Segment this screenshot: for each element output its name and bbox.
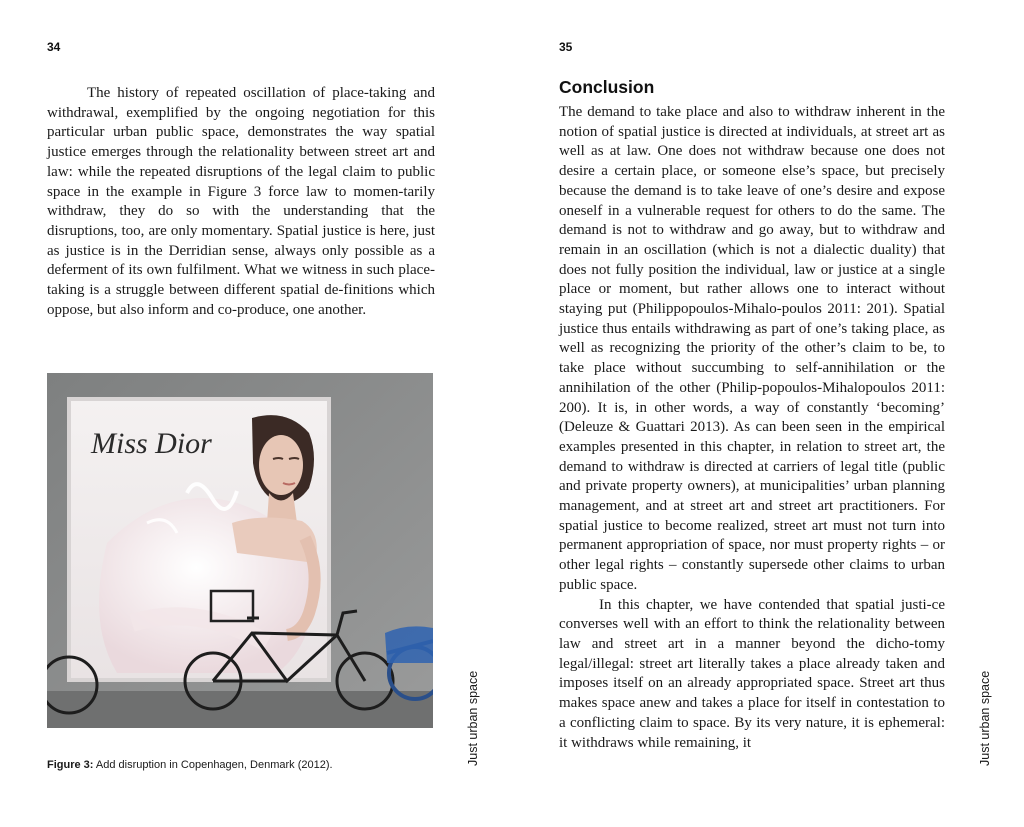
running-head-right: Just urban space [978, 670, 992, 766]
page-number-right: 35 [559, 40, 573, 54]
billboard-photo-illustration [47, 373, 433, 728]
right-paragraph-1: The demand to take place and also to withdraw inherent in the notion of spatial justice is directed at individuals, at street art as well as at law. One does not withdraw because one does not desire a certain place, or someone else’s space, but precisely because the demand is to take leave of one’s desire and expose oneself in a vulnerable request for others to do the same. The demand is not to withdraw and go away, but to withdraw and remain in an oscillation (which is not a dialectic duality) that does not fully position the individual, law or justice at a single place or moment, but rather allows one to interact without staying put (Philippopoulos-Mihalo-poulos 2011: 201). Spatial justice thus entails withdrawing as part of one’s taking place, as well as recognizing the priority of the other’s claim to be, to take place without succumbing to self-annihilation or the annihilation of the other (Philip-popoulos-Mihalopoulos 2011: 200). It is, in other words, a way of constantly ‘becoming’ (Deleuze & Guattari 2013). As can been seen in the empirical examples presented in this chapter, in relation to street art, the demand to withdraw is directed at carriers of legal title (public and private property owners), at municipalities’ urban planning management, and at street art and street art practitioners. For spatial justice to become realized, street art must not turn into permanent appropriation of space, nor must property rights – or other legal rights – constantly supersede other claims to urban public space. [559, 104, 945, 593]
right-body-text [559, 103, 945, 753]
page-number-left: 34 [47, 40, 61, 54]
section-heading: Conclusion [559, 77, 655, 97]
figure-caption [47, 759, 333, 771]
left-body-text [47, 84, 435, 320]
left-paragraph: The history of repeated oscillation of place-taking and withdrawal, exemplified by the ongoing negotiation for this particular urban public space, demonstrates the way spatial justice emerges through the relationality between street art and law: while the repeated disruptions of the legal claim to public space in the example in Figure 3 force law to momen-tarily withdraw, they do so with the understanding that the disruptions, too, are only momentary. Spatial justice is here, just as justice is in the Derridian sense, always only possible as a deferment of its own fulfilment. What we witness in such place-taking is a struggle between different spatial de-finitions which oppose, but also inform and co-produce, one another. [47, 85, 435, 318]
figure-photo [47, 373, 433, 728]
right-paragraph-2: In this chapter, we have contended that spatial justi-ce converses well with an effort to think the relationality between law and street art in a manner beyond the dicho-tomy legal/illegal: street art literally takes a place already taken and imposes itself on an already appropriated space. Street art thus makes space anew and takes a place for itself in contestation to a conflicting claim to space. By its very nature, it is ephemeral: it withdraws while remaining, it [559, 596, 945, 751]
poster-brand-text: Miss Dior [91, 427, 212, 460]
right-page [512, 0, 1024, 827]
figure-caption-label: Figure 3: [47, 759, 94, 771]
figure-caption-text: Add disruption in Copenhagen, Denmark (2012). [95, 759, 333, 771]
running-head-left: Just urban space [466, 670, 480, 766]
